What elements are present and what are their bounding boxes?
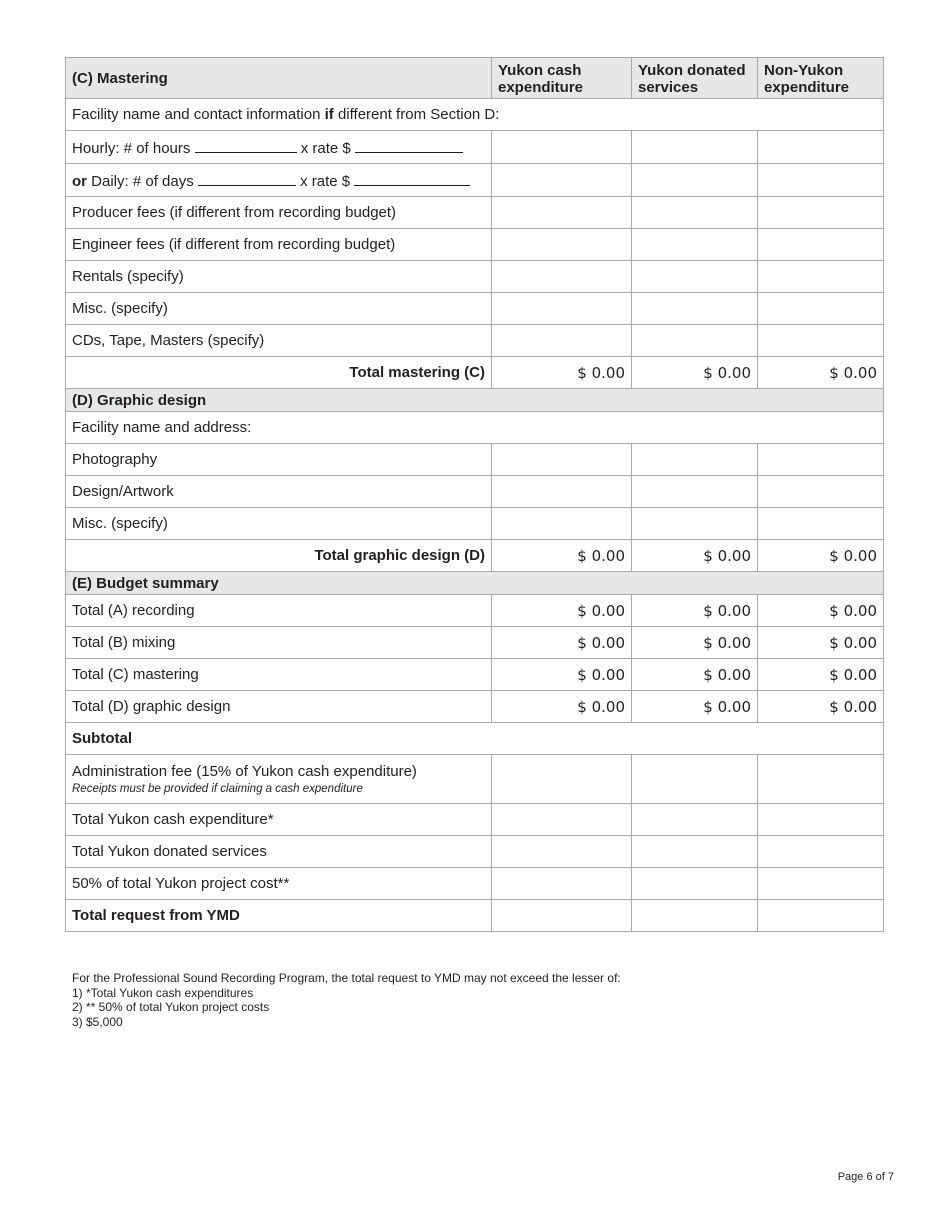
total-graphic-cash: $ 0.00 <box>492 540 632 572</box>
row-label: Total (B) mixing <box>66 627 492 659</box>
amount-cell[interactable] <box>632 261 758 293</box>
amount-cell[interactable] <box>632 804 758 836</box>
amount-cell[interactable] <box>632 755 758 804</box>
amount-cell[interactable] <box>492 836 632 868</box>
admin-fee-label-cell <box>66 755 492 804</box>
daily-label: Daily: # of days <box>87 173 194 190</box>
row-label: Misc. (specify) <box>66 508 492 540</box>
row-label: CDs, Tape, Masters (specify) <box>66 325 492 357</box>
mastering-facility-row <box>66 99 884 131</box>
amount-cell[interactable] <box>758 508 884 540</box>
hourly-rate-input[interactable] <box>355 137 463 153</box>
amount-cell[interactable] <box>492 444 632 476</box>
summary-row <box>66 691 884 723</box>
row-label: Misc. (specify) <box>66 293 492 325</box>
row-label: Total (D) graphic design <box>66 691 492 723</box>
hourly-label-cell <box>66 131 492 164</box>
graphic-row <box>66 508 884 540</box>
amount-value: $ 0.00 <box>758 627 884 659</box>
hours-input[interactable] <box>195 137 297 153</box>
mastering-daily-row <box>66 164 884 197</box>
daily-or-label: or <box>72 173 87 190</box>
footnote-line: 1) *Total Yukon cash expenditures <box>72 985 254 1000</box>
amount-value: $ 0.00 <box>758 659 884 691</box>
footnote-line: 3) $5,000 <box>72 1014 123 1029</box>
section-title-mastering: (C) Mastering <box>66 58 492 99</box>
days-input[interactable] <box>198 170 296 186</box>
column-header-yukon-donated: Yukon donated services <box>632 58 758 99</box>
section-title-budget-summary: (E) Budget summary <box>66 572 884 595</box>
mastering-row <box>66 325 884 357</box>
amount-cell[interactable] <box>758 444 884 476</box>
mastering-facility-field[interactable] <box>66 99 884 131</box>
amount-value: $ 0.00 <box>632 627 758 659</box>
amount-cell[interactable] <box>632 131 758 164</box>
amount-cell[interactable] <box>492 197 632 229</box>
summary-row <box>66 595 884 627</box>
amount-cell[interactable] <box>492 508 632 540</box>
row-label: Total request from YMD <box>66 900 492 932</box>
daily-label-cell <box>66 164 492 197</box>
total-donated-row <box>66 836 884 868</box>
budget-form-table <box>65 57 884 932</box>
facility-text-a: Facility name and contact information <box>72 106 325 123</box>
amount-cell[interactable] <box>632 197 758 229</box>
amount-cell[interactable] <box>492 293 632 325</box>
row-label: Total Yukon cash expenditure* <box>66 804 492 836</box>
amount-value: $ 0.00 <box>758 691 884 723</box>
subtotal-row <box>66 723 884 755</box>
amount-value: $ 0.00 <box>632 659 758 691</box>
row-label: Rentals (specify) <box>66 261 492 293</box>
admin-fee-label: Administration fee (15% of Yukon cash expenditure) <box>72 763 417 780</box>
amount-cell[interactable] <box>758 229 884 261</box>
hourly-label: Hourly: # of hours <box>72 140 191 157</box>
amount-cell[interactable] <box>632 900 758 932</box>
row-label: Design/Artwork <box>66 476 492 508</box>
amount-cell[interactable] <box>758 197 884 229</box>
total-mastering-donated: $ 0.00 <box>632 357 758 389</box>
amount-cell[interactable] <box>632 836 758 868</box>
amount-cell[interactable] <box>758 804 884 836</box>
row-label: Producer fees (if different from recording budget) <box>66 197 492 229</box>
amount-value: $ 0.00 <box>632 595 758 627</box>
amount-cell[interactable] <box>492 868 632 900</box>
footnote-line: For the Professional Sound Recording Program, the total request to YMD may not exceed the lesser of: <box>72 971 621 985</box>
amount-value: $ 0.00 <box>632 691 758 723</box>
amount-cell[interactable] <box>492 476 632 508</box>
total-graphic-non-yukon: $ 0.00 <box>758 540 884 572</box>
mastering-hourly-row <box>66 131 884 164</box>
amount-cell[interactable] <box>758 755 884 804</box>
amount-cell[interactable] <box>492 164 632 197</box>
amount-cell[interactable] <box>758 261 884 293</box>
mastering-row <box>66 197 884 229</box>
hourly-rate-label: x rate $ <box>300 140 351 157</box>
footnote-line: 2) ** 50% of total Yukon project costs <box>72 1000 270 1014</box>
amount-cell[interactable] <box>758 293 884 325</box>
graphic-total-row <box>66 540 884 572</box>
summary-row <box>66 659 884 691</box>
admin-fee-note: Receipts must be provided if claiming a cash expenditure <box>72 783 363 795</box>
mastering-row <box>66 261 884 293</box>
amount-cell[interactable] <box>632 508 758 540</box>
graphic-row <box>66 444 884 476</box>
daily-rate-label: x rate $ <box>300 173 351 190</box>
row-label: Total (A) recording <box>66 595 492 627</box>
fifty-percent-row <box>66 868 884 900</box>
total-cash-row <box>66 804 884 836</box>
amount-cell[interactable] <box>758 476 884 508</box>
amount-cell[interactable] <box>758 131 884 164</box>
summary-row <box>66 627 884 659</box>
amount-cell[interactable] <box>758 836 884 868</box>
amount-value: $ 0.00 <box>492 659 632 691</box>
total-mastering-non-yukon: $ 0.00 <box>758 357 884 389</box>
amount-cell[interactable] <box>632 229 758 261</box>
amount-cell[interactable] <box>492 804 632 836</box>
amount-cell[interactable] <box>632 868 758 900</box>
amount-value: $ 0.00 <box>492 627 632 659</box>
row-label: Total (C) mastering <box>66 659 492 691</box>
amount-cell[interactable] <box>758 868 884 900</box>
footnotes <box>72 971 621 1029</box>
subtotal-label: Subtotal <box>66 723 884 755</box>
amount-cell[interactable] <box>632 325 758 357</box>
mastering-row <box>66 293 884 325</box>
column-header-non-yukon: Non-Yukon expenditure <box>758 58 884 99</box>
facility-text-if: if <box>324 106 334 123</box>
row-label: Engineer fees (if different from recording budget) <box>66 229 492 261</box>
amount-cell[interactable] <box>492 229 632 261</box>
amount-cell[interactable] <box>492 261 632 293</box>
mastering-header-row <box>66 58 884 99</box>
mastering-row <box>66 229 884 261</box>
column-header-yukon-cash: Yukon cash expenditure <box>492 58 632 99</box>
graphic-row <box>66 476 884 508</box>
amount-value: $ 0.00 <box>758 595 884 627</box>
total-request-row <box>66 900 884 932</box>
admin-fee-row <box>66 755 884 804</box>
amount-cell[interactable] <box>632 164 758 197</box>
amount-cell[interactable] <box>632 293 758 325</box>
summary-header-row <box>66 572 884 595</box>
graphic-facility-field[interactable]: Facility name and address: <box>66 412 884 444</box>
row-label: Photography <box>66 444 492 476</box>
amount-cell[interactable] <box>632 444 758 476</box>
row-label: Total Yukon donated services <box>66 836 492 868</box>
amount-cell[interactable] <box>492 755 632 804</box>
graphic-facility-row <box>66 412 884 444</box>
mastering-total-row <box>66 357 884 389</box>
amount-cell[interactable] <box>758 325 884 357</box>
amount-cell[interactable] <box>758 900 884 932</box>
amount-cell[interactable] <box>632 476 758 508</box>
total-graphic-label: Total graphic design (D) <box>66 540 492 572</box>
page-number: Page 6 of 7 <box>837 1171 894 1183</box>
facility-text-c: different from Section D: <box>333 106 500 123</box>
daily-rate-input[interactable] <box>354 170 470 186</box>
amount-value: $ 0.00 <box>492 691 632 723</box>
amount-cell[interactable] <box>492 900 632 932</box>
amount-cell[interactable] <box>492 131 632 164</box>
row-label: 50% of total Yukon project cost** <box>66 868 492 900</box>
section-title-graphic-design: (D) Graphic design <box>66 389 884 412</box>
graphic-header-row <box>66 389 884 412</box>
total-graphic-donated: $ 0.00 <box>632 540 758 572</box>
amount-cell[interactable] <box>758 164 884 197</box>
total-mastering-cash: $ 0.00 <box>492 357 632 389</box>
amount-cell[interactable] <box>492 325 632 357</box>
amount-value: $ 0.00 <box>492 595 632 627</box>
total-mastering-label: Total mastering (C) <box>66 357 492 389</box>
